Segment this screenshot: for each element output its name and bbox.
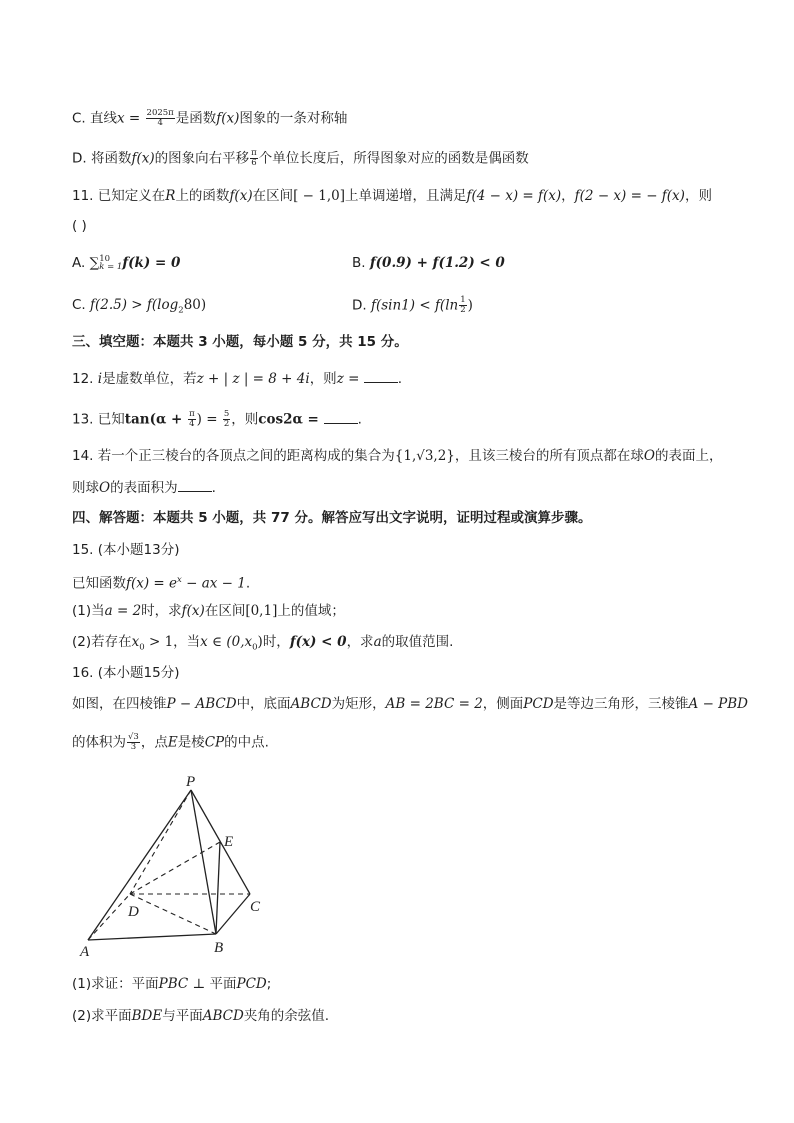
- text: ，则: [231, 411, 259, 428]
- text: ，则: [309, 371, 337, 387]
- frac-num: 1: [460, 295, 466, 305]
- label-c: C: [250, 899, 261, 915]
- sum-bottom: k = 1: [99, 262, 123, 272]
- expr: PBC: [158, 976, 189, 992]
- frac-num: π: [251, 148, 257, 158]
- edge-db: [130, 894, 216, 934]
- expr: ABCD: [202, 1008, 244, 1024]
- separator: ，: [561, 188, 575, 204]
- frac-den: 3: [130, 742, 137, 752]
- frac-num: √3: [128, 732, 139, 742]
- q14-line-2: [72, 479, 216, 497]
- exponent: x: [177, 575, 182, 585]
- edge-ab: [88, 934, 216, 940]
- q15-part-2: (2)若存在$x_0 > 1$，当x ∈ $(0,x_0)$时，f(x) < 0，求a的取值范围.: [72, 634, 454, 653]
- question-number: 12.: [72, 371, 98, 387]
- text: ，且该三棱台的所有顶点都在球: [454, 448, 644, 464]
- expr: f(x) < 0: [289, 634, 347, 650]
- expr-tail: ): [467, 297, 473, 314]
- q11-stem: [72, 187, 712, 205]
- text: (1)求证：平面: [72, 976, 159, 992]
- text: 11. 已知定义在: [72, 188, 166, 204]
- q15-header: 15. (本小题13分): [72, 542, 180, 558]
- text: 时，: [262, 634, 290, 650]
- option-c-prefix: C. 直线: [72, 110, 118, 127]
- expr: P − ABCD: [166, 696, 237, 712]
- text: 中，底面: [236, 696, 291, 712]
- edge-bc: [216, 894, 250, 934]
- fraction-pi-over-4: [188, 410, 196, 429]
- expr: AB = 2BC = 2: [385, 696, 483, 712]
- frac-den: 2: [460, 305, 466, 315]
- section-4-heading: 四、解答题：本题共 5 小题，共 77 分。解答应写出文字说明，证明过程或演算步骤。: [72, 510, 592, 526]
- label-a: A: [80, 944, 90, 960]
- q11-option-b: [352, 254, 505, 272]
- expr: A − PBD: [688, 696, 749, 712]
- text: 图象的一条对称轴: [239, 110, 348, 127]
- fraction-1-over-2: [459, 296, 466, 315]
- fx: f(x): [229, 188, 253, 204]
- condition-2: f(2 − x) = − f(x): [574, 188, 685, 204]
- edge-be: [216, 842, 220, 934]
- frac-num: 2025π: [146, 108, 174, 118]
- text: 是虚数单位，若: [102, 371, 197, 387]
- q11-option-a: [72, 254, 180, 272]
- text: 夹角的余弦值.: [243, 1008, 330, 1024]
- period: .: [397, 371, 402, 387]
- text: ;: [266, 976, 272, 992]
- text: 个单位长度后，所得图象对应的函数是偶函数: [258, 150, 529, 167]
- expr: ) =: [196, 411, 222, 428]
- fx: f(x): [181, 603, 205, 619]
- expr: f(0.9) + f(1.2) < 0: [369, 255, 505, 271]
- label-b: B: [214, 940, 224, 956]
- text: (1)当: [72, 603, 105, 619]
- q11-option-d: [352, 296, 473, 315]
- answer-blank[interactable]: [324, 411, 358, 424]
- var-i: i: [97, 371, 103, 387]
- q16-part-1: [72, 975, 271, 993]
- section-3-heading: 三、填空题：本题共 3 小题，每小题 5 分，共 15 分。: [72, 334, 408, 350]
- frac-den: 6: [251, 158, 257, 168]
- text: 时，求: [141, 603, 182, 619]
- perp-symbol: ⊥: [188, 976, 210, 992]
- q12: [72, 370, 402, 388]
- option-label: C.: [72, 297, 91, 313]
- q15-stem: [72, 571, 250, 593]
- answer-paren: ( ): [72, 218, 87, 234]
- text: 13. 已知: [72, 411, 125, 428]
- interval: [0,1]: [245, 603, 278, 619]
- edge-pa: [88, 790, 191, 940]
- expr: f(k) = 0: [122, 255, 181, 271]
- sum-symbol: ∑: [89, 255, 100, 271]
- log-base: 2: [178, 305, 184, 316]
- distance-set: {1,√3,2}: [394, 448, 455, 464]
- text: 14. 若一个正三棱台的各顶点之间的距离构成的集合为: [72, 448, 395, 464]
- fraction-5-over-2: [223, 410, 230, 429]
- text: (2)求平面: [72, 1008, 132, 1024]
- edge-de: [130, 842, 220, 894]
- option-d-prefix: D. 将函数: [72, 150, 132, 167]
- answer-blank[interactable]: [178, 479, 212, 492]
- text: 上的函数: [175, 188, 230, 204]
- edge-pd: [130, 790, 191, 894]
- text: 上单调递增，且满足: [345, 188, 467, 204]
- var-a: a: [373, 634, 382, 650]
- expr: a = 2: [104, 603, 142, 619]
- text: 的表面上，: [654, 448, 723, 464]
- text: 是等边三角形，三棱锥: [553, 696, 689, 712]
- period: .: [357, 411, 362, 428]
- frac-den: 4: [157, 118, 163, 128]
- period: .: [245, 575, 251, 592]
- expr: ): [257, 634, 263, 650]
- expr: z + | z | = 8 + 4i: [196, 371, 310, 387]
- expr: − ax − 1: [181, 575, 246, 592]
- label-d: D: [128, 904, 139, 920]
- text: 的中点.: [224, 734, 269, 751]
- fx: f(x): [216, 110, 240, 127]
- q16-header: 16. (本小题15分): [72, 665, 180, 681]
- q13: [72, 410, 362, 429]
- var-r: R: [165, 188, 176, 204]
- text: ，侧面: [482, 696, 524, 712]
- expr-tail: 80): [183, 297, 207, 313]
- expr: tan(α +: [124, 411, 188, 428]
- edge-ad: [88, 894, 130, 940]
- interval: [ − 1,0]: [293, 188, 345, 204]
- text: 平面: [209, 976, 237, 992]
- var-o: O: [99, 480, 111, 496]
- text: 的体积为: [72, 734, 126, 751]
- text: 则球: [72, 480, 99, 496]
- text: 与平面: [162, 1008, 203, 1024]
- expr: cos2α =: [258, 411, 324, 428]
- text: 的表面积为: [110, 480, 178, 496]
- q11-option-c: [72, 296, 206, 320]
- expr: PCD: [236, 976, 267, 992]
- q16-line-1: [72, 695, 748, 713]
- expr: f(sin1) < f(ln: [370, 297, 459, 314]
- expr: x: [131, 634, 140, 650]
- condition-1: f(4 − x) = f(x): [466, 188, 562, 204]
- expr: f(x) = e: [126, 575, 178, 592]
- edge-cp: CP: [204, 734, 225, 751]
- point-e: E: [167, 734, 178, 751]
- q10-option-c: [72, 109, 347, 128]
- text: 是棱: [177, 734, 205, 751]
- expr: PCD: [523, 696, 554, 712]
- expr: f(2.5) > f(log: [90, 297, 179, 313]
- equals: =: [124, 110, 145, 127]
- period: .: [211, 480, 216, 496]
- pyramid-figure: [78, 768, 278, 963]
- q10-option-d: [72, 149, 529, 168]
- text: 上的值域；: [277, 603, 345, 619]
- option-label: D.: [352, 297, 371, 314]
- text: ，当: [173, 634, 201, 650]
- text: 在区间: [204, 603, 246, 619]
- text: 在区间: [252, 188, 294, 204]
- sum-top: 10: [99, 254, 111, 264]
- text: 的取值范围.: [381, 634, 454, 650]
- text: ，求: [346, 634, 374, 650]
- expr: BDE: [131, 1008, 163, 1024]
- hidden-edges: [88, 790, 250, 940]
- expr: z =: [336, 371, 364, 387]
- option-label: B.: [352, 255, 370, 271]
- fx: f(x): [131, 150, 155, 167]
- q11-paren: [72, 217, 87, 235]
- text: 的图象向右平移: [154, 150, 250, 167]
- fraction-sqrt3-over-3: [127, 733, 140, 752]
- text: 如图，在四棱锥: [72, 696, 167, 712]
- solid-edges: [88, 790, 250, 940]
- label-p: P: [186, 774, 196, 790]
- sum-limits: [99, 255, 122, 271]
- text: 是函数: [175, 110, 217, 127]
- var-o: O: [643, 448, 655, 464]
- answer-blank[interactable]: [364, 370, 398, 383]
- expr: ABCD: [290, 696, 332, 712]
- frac-num: π: [189, 409, 195, 419]
- frac-den: 2: [223, 419, 230, 429]
- frac-num: 5: [223, 409, 230, 419]
- q14-line-1: [72, 447, 722, 465]
- var-x: x: [117, 110, 125, 127]
- text: (2)若存在: [72, 634, 132, 650]
- fraction-pi-over-6: [250, 149, 258, 168]
- fraction-2025pi-over-4: [146, 109, 175, 128]
- expr: > 1: [144, 634, 174, 650]
- text: ，则: [684, 188, 712, 204]
- text: 已知函数: [72, 575, 126, 592]
- text: ，点: [140, 734, 168, 751]
- text: 为矩形，: [331, 696, 386, 712]
- q16-line-2: [72, 733, 269, 752]
- option-label: A.: [72, 255, 90, 271]
- frac-den: 4: [189, 419, 195, 429]
- label-e: E: [224, 834, 234, 850]
- expr: x ∈ (0,x: [200, 634, 253, 650]
- q15-part-1: [72, 602, 345, 620]
- q16-part-2: [72, 1007, 329, 1025]
